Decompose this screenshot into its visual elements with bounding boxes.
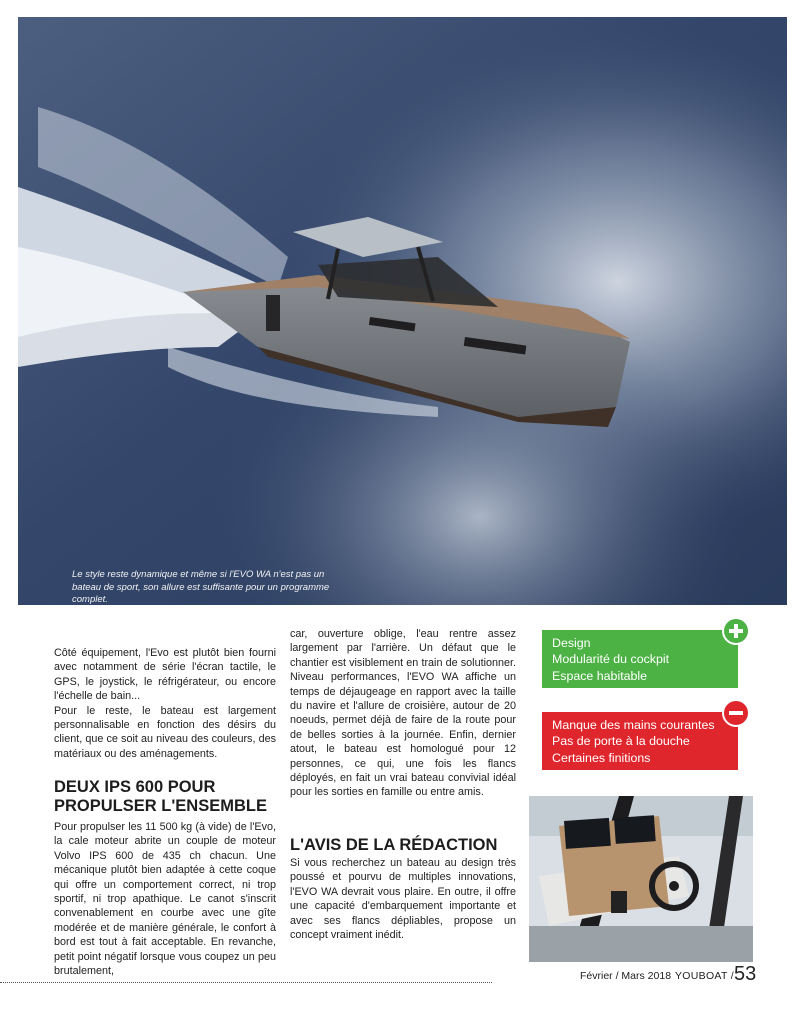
article-column-2-continued — [290, 856, 516, 942]
footer-rule — [0, 982, 492, 983]
section-heading-propulsion: DEUX IPS 600 POUR PROPULSER L'ENSEMBLE — [54, 778, 267, 815]
minus-icon — [722, 699, 750, 727]
paragraph: Pour propulser les 11 500 kg (à vide) de l'Evo, la cale moteur abrite un couple de moteur Volvo IPS 600 de 435 ch chacun. Une mécanique plutôt bien adaptée à cette coque qui offre un comportement correct, ni trop sportif, ni trop apathique. Le canot s'inscrit convenablement en courbe avec une gîte modérée et de manière générale, le confort à bord est tout à fait acceptable. En revanche, petit point négatif lorsque vous coupez un peu brutalement, — [54, 821, 276, 978]
paragraph: car, ouverture oblige, l'eau rentre assez largement par l'arrière. Un défaut que le chantier est visiblement en train de solutionner. Niveau performances, l'EVO WA affiche un temps de déjaugeage en rapport avec la taille du navire et l'allure de croisière, autour de 20 noeuds, permet déjà de faire de la route pour de belles sorties à la journée. Enfin, dernier atout, le bateau est homologué pour 12 personnes, ce qui, une fois les flancs déployés, en fait un vrai bateau convivial idéal pour les sorties en famille ou entre amis. — [290, 628, 516, 799]
magazine-name: YOUBOAT / — [675, 970, 734, 982]
paragraph: Si vous recherchez un bateau au design très poussé et pourvu de multiples innovations, l'EVO WA devrait vous plaire. En outre, il offre une capacité d'embarquement importante et avec ses flancs dépliables, propose un concept vraiment inédit. — [290, 857, 516, 942]
cons-item: Pas de porte à la douche — [552, 734, 690, 749]
article-column-1-continued — [54, 820, 276, 978]
issue-date: Février / Mars 2018 — [580, 970, 672, 982]
plus-icon — [722, 617, 750, 645]
article-column-2 — [290, 627, 516, 800]
pros-box — [542, 630, 738, 688]
cons-box — [542, 712, 738, 770]
pros-item: Design — [552, 636, 591, 650]
paragraph: Pour le reste, le bateau est largement personnalisable en fonction des désirs du client, que ce soit au niveau des couleurs, des matériaux ou des aménagements. — [54, 704, 276, 760]
cons-item: Manque des mains courantes — [552, 718, 715, 732]
hero-photo — [18, 17, 787, 605]
cockpit-photo — [529, 796, 753, 962]
paragraph: Côté équipement, l'Evo est plutôt bien fourni avec notamment de série l'écran tactile, le GPS, le joystick, le réfrigérateur, ou encore l'échelle de bain... — [54, 647, 276, 703]
page-number: 53 — [734, 963, 757, 985]
section-heading-avis: L'AVIS DE LA RÉDACTION — [290, 836, 498, 854]
cockpit-illustration — [529, 796, 753, 962]
pros-item: Modularité du cockpit — [552, 652, 670, 667]
boat-photo-illustration — [18, 17, 787, 605]
pros-item: Espace habitable — [552, 668, 648, 683]
photo-caption: Le style reste dynamique et même si l'EVO WA n'est pas un bateau de sport, son allure est suffisante pour un programme complet. — [72, 569, 330, 605]
cons-item: Certaines finitions — [552, 750, 651, 765]
article-column-1 — [54, 646, 276, 761]
